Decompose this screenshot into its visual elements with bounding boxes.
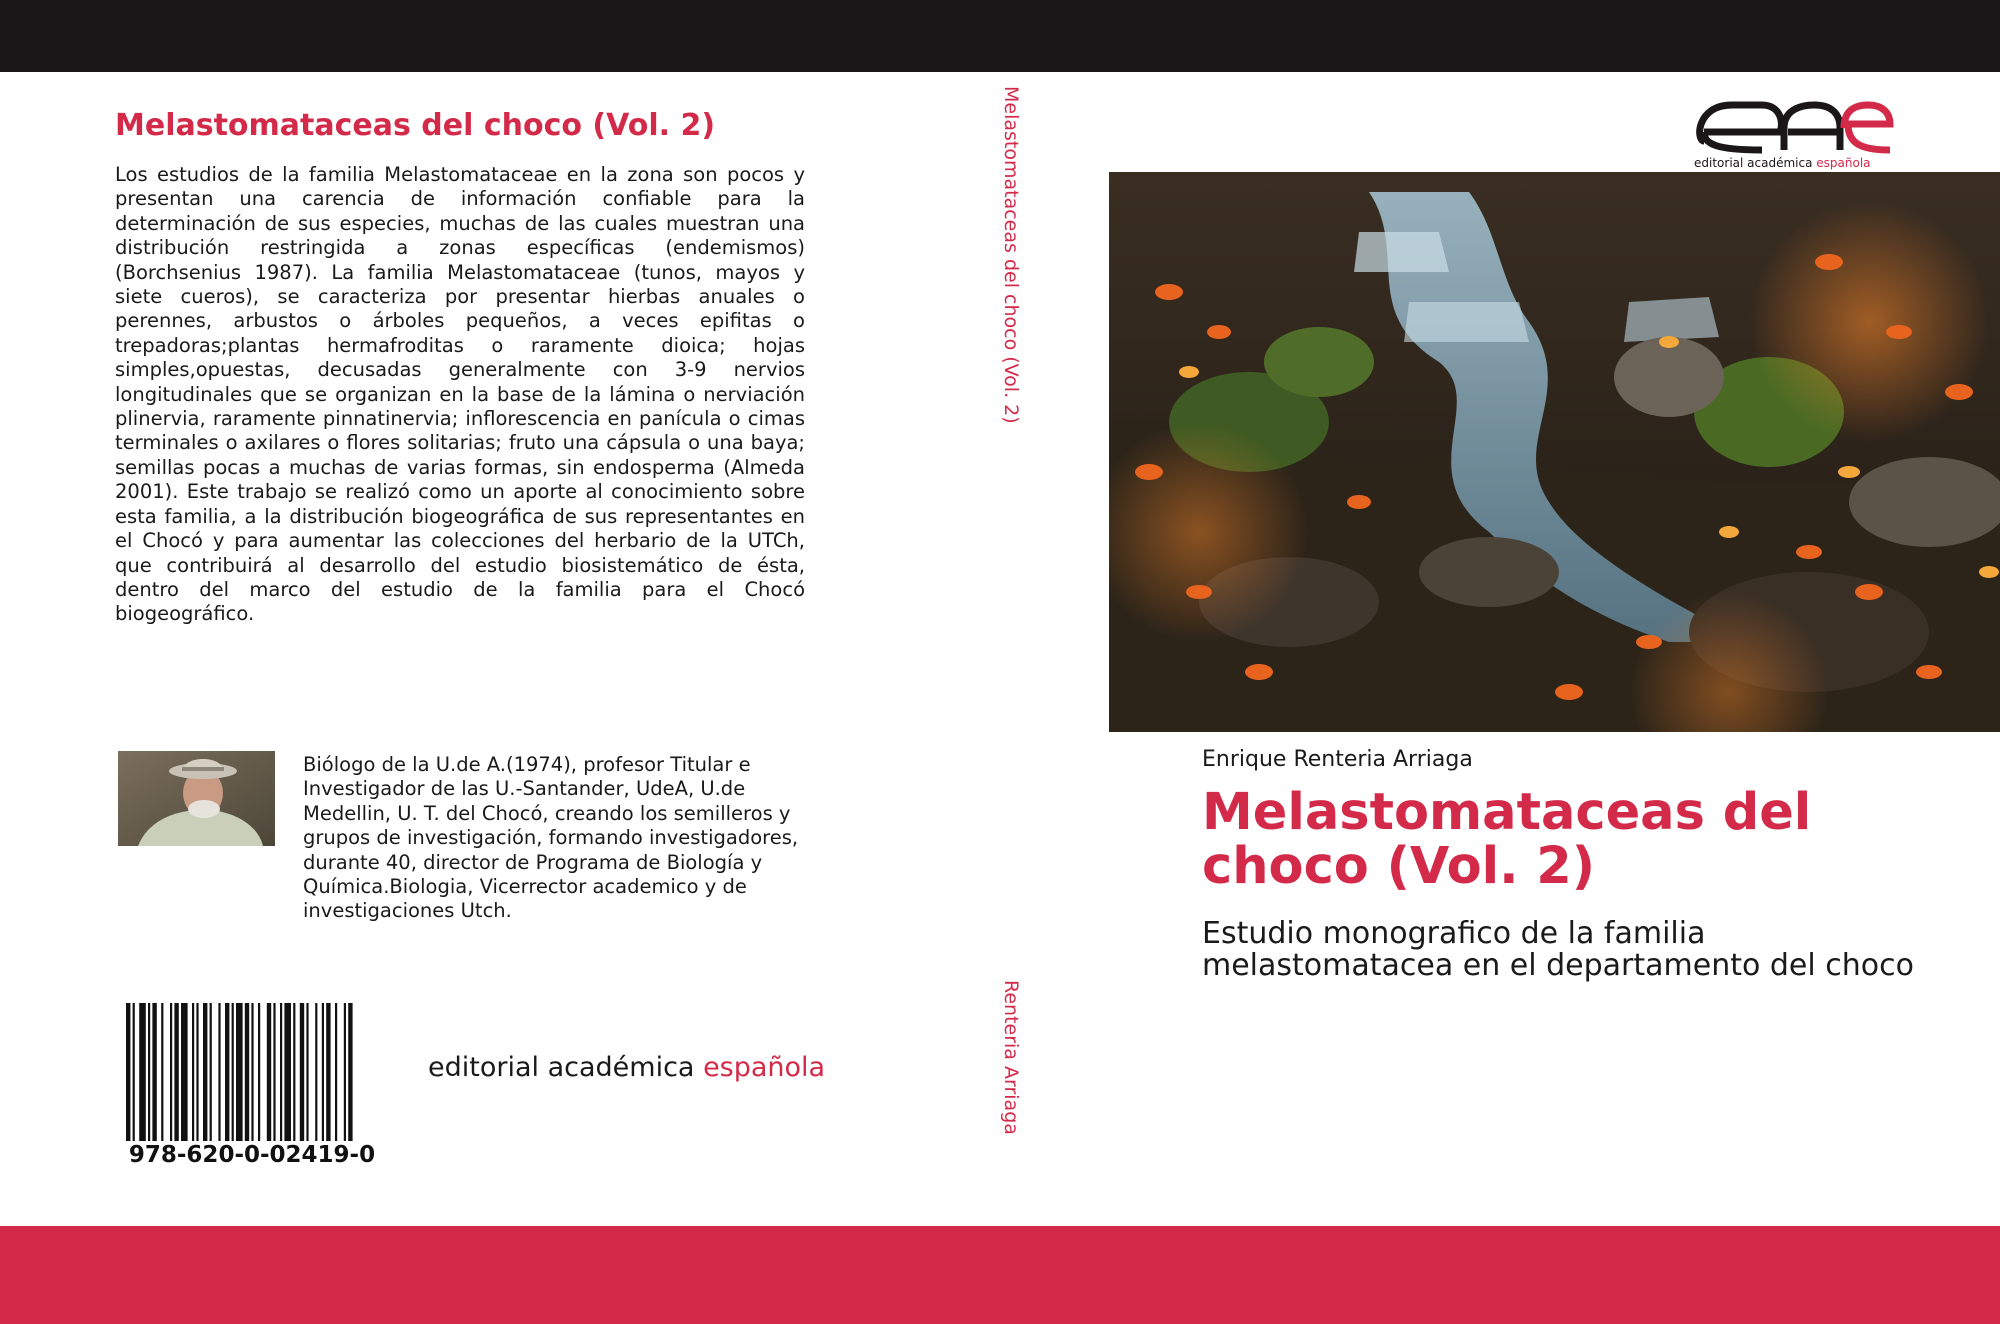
back-cover-blurb: Los estudios de la familia Melastomataceae en la zona son pocos y presentan una carencia de información confiable para la determinación de sus especies, muchas de las cuales muestran una distribución restringida a zonas específicas (endemismos) (Borchsenius 1987). La familia Melastomataceae (tunos, mayos y siete cueros), se caracteriza por presentar hierbas anuales o perennes, arbustos o árboles pequeños, a veces epifitas o trepadoras;plantas hermafroditas o raramente dioica; hojas simples,opuestas, decusadas generalmente con 3-9 nervios longitudinales que se organizan en la base de la lámina o nerviación plinervia, raramente pinnatinervia; inflorescencia en panícula o cimas terminales o axilares o flores solitarias; fruto una cápsula o una baya; semillas pocas a muchas de varias formas, sin endosperma (Almeda 2001). Este trabajo se realizó como un aporte al conocimiento sobre esta familia, a la distribución biogeográfica de sus representantes en el Chocó y para aumentar las colecciones del herbario de la UTCh, que contribuirá al desarrollo del estudio biosistemático de ésta, dentro del marco del estudio de la familia para el Chocó biogeográfico. [115, 163, 805, 626]
isbn-number: 978-620-0-02419-0 [128, 1142, 376, 1168]
publisher-name: editorial académica [428, 1052, 695, 1083]
spine-title: Melastomataceas del choco (Vol. 2) [1000, 86, 1022, 424]
back-cover-title: Melastomataceas del choco (Vol. 2) [115, 108, 716, 143]
front-cover-title: Melastomataceas del choco (Vol. 2) [1202, 783, 1812, 896]
top-band [0, 0, 2000, 72]
front-cover-author: Enrique Renteria Arriaga [1202, 747, 1473, 772]
author-photo [118, 751, 275, 846]
publisher-imprint-back [428, 1052, 825, 1083]
barcode [126, 1003, 378, 1141]
svg-text:editorial académica española [1694, 156, 1871, 170]
publisher-logo [1692, 88, 1894, 170]
author-bio: Biólogo de la U.de A.(1974), profesor Titular e Investigador de las U.-Santander, UdeA, U.de Medellin, U. T. del Chocó, creando los semilleros y grupos de investigación, formando investigadores, durante 40, director de Programa de Biología y Química.Biologia, Vicerrector academico y de investigaciones Utch. [303, 753, 799, 923]
logo-caption-accent: española [1816, 156, 1871, 170]
logo-caption: editorial académica [1694, 156, 1813, 170]
front-cover-subtitle: Estudio monografico de la familia melastomatacea en el departamento del choco [1202, 916, 1914, 983]
publisher-name-accent: española [703, 1052, 826, 1083]
bottom-band [0, 1226, 2000, 1324]
spine-author: Renteria Arriaga [1000, 980, 1022, 1135]
cover-photo [1109, 172, 2000, 732]
